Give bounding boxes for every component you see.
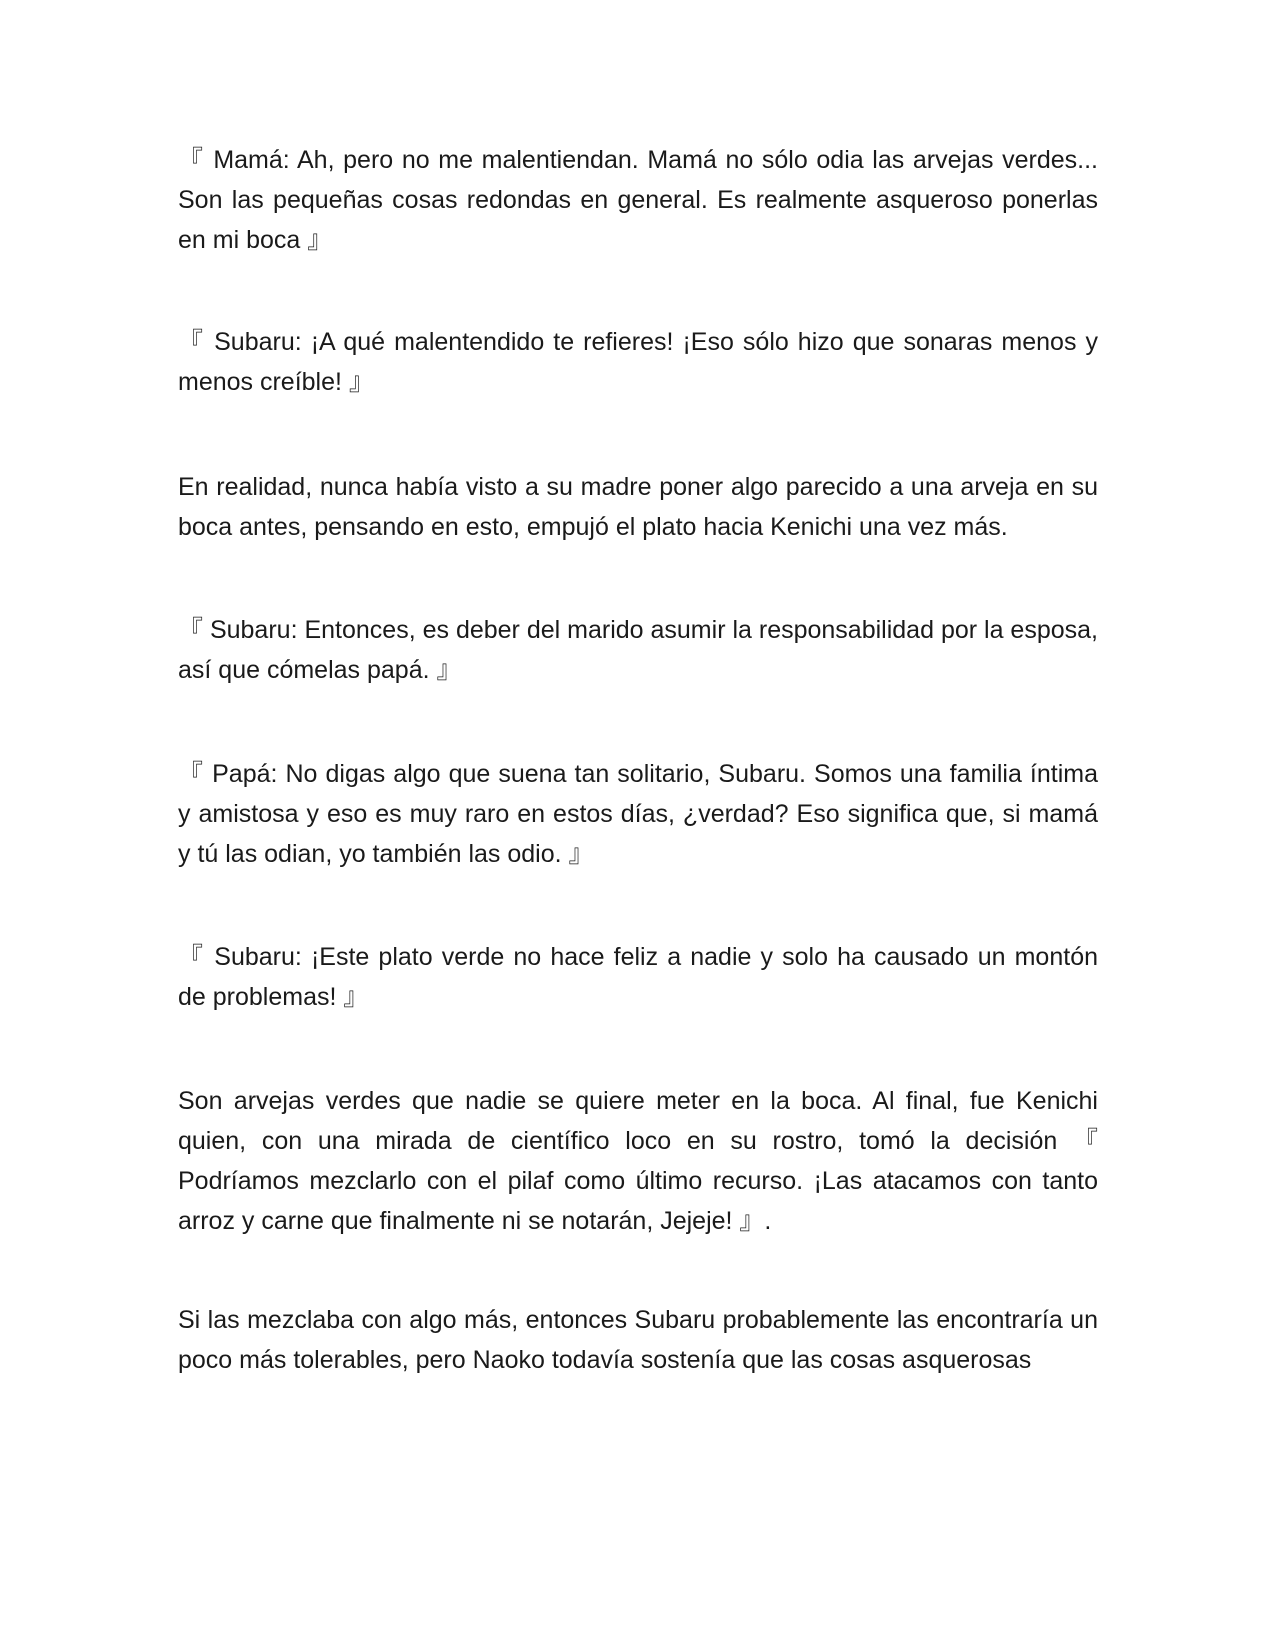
paragraph-narration-3: Si las mezclaba con algo más, entonces Subaru probablemente las encontraría un poco más tolerables, pero Naoko todavía sostenía que las cosas asquerosas	[178, 1306, 1098, 1374]
paragraph-subaru-dialogue-1: 『 Subaru: ¡A qué malentendido te refieres! ¡Eso sólo hizo que sonaras menos y menos creíble! 』	[178, 328, 1098, 396]
paragraph-subaru-dialogue-3: 『 Subaru: ¡Este plato verde no hace feliz a nadie y solo ha causado un montón de problemas! 』	[178, 943, 1098, 1011]
paragraph-narration-2: Son arvejas verdes que nadie se quiere meter en la boca. Al final, fue Kenichi quien, con una mirada de científico loco en su rostro, tomó la decisión 『 Podríamos mezclarlo con el pilaf como último recurso. ¡Las atacamos con tanto arroz y carne que finalmente ni se notarán, Jejeje! 』.	[178, 1087, 1098, 1235]
paragraph-narration-1: En realidad, nunca había visto a su madre poner algo parecido a una arveja en su boca antes, pensando en esto, empujó el plato hacia Kenichi una vez más.	[178, 473, 1098, 541]
paragraph-papa-dialogue: 『 Papá: No digas algo que suena tan solitario, Subaru. Somos una familia íntima y amistosa y eso es muy raro en estos días, ¿verdad? Eso significa que, si mamá y tú las odian, yo también las odio. 』	[178, 760, 1098, 868]
paragraph-subaru-dialogue-2: 『 Subaru: Entonces, es deber del marido asumir la responsabilidad por la esposa, así que cómelas papá. 』	[178, 616, 1098, 684]
paragraph-mama-dialogue: 『 Mamá: Ah, pero no me malentiendan. Mamá no sólo odia las arvejas verdes... Son las pequeñas cosas redondas en general. Es realmente asqueroso ponerlas en mi boca 』	[178, 146, 1098, 254]
